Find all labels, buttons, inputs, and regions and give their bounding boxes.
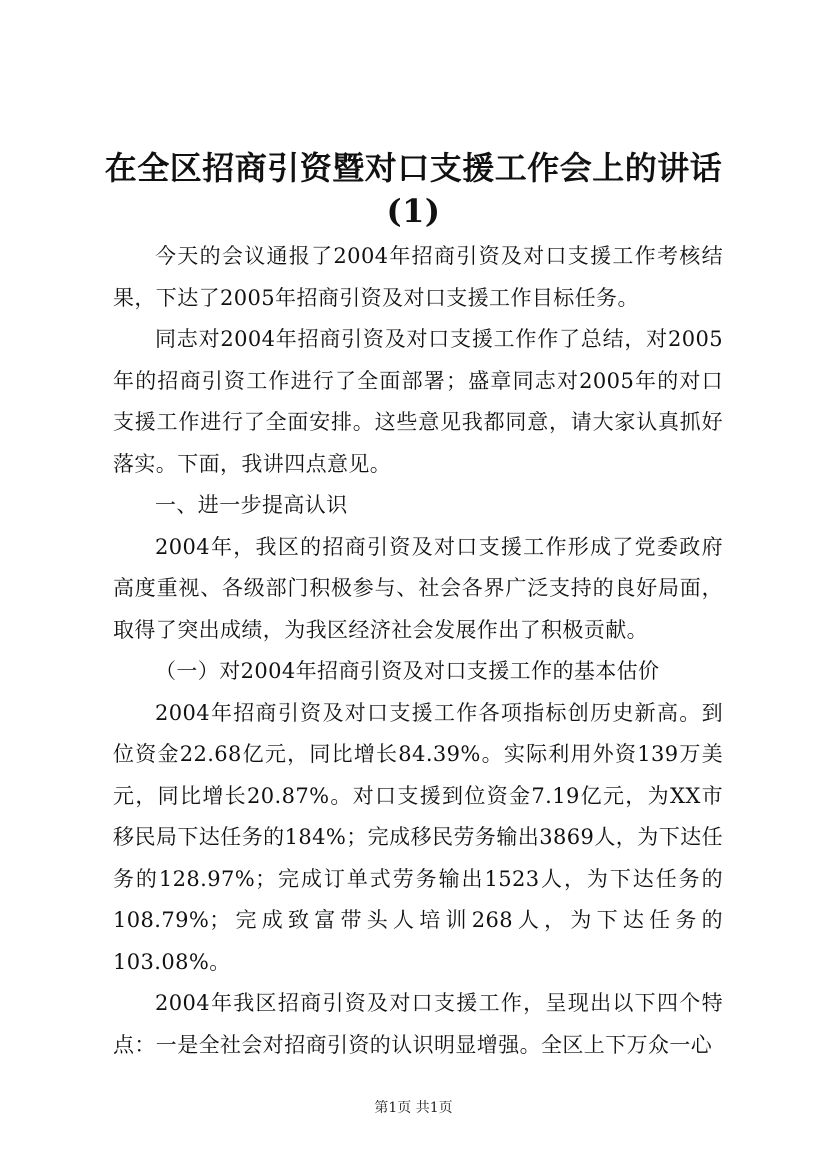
document-body <box>113 236 723 1066</box>
subsection-heading-one: （一）对2004年招商引资及对口支援工作的基本估价 <box>155 659 660 683</box>
paragraph-features: 2004年我区招商引资及对口支援工作，呈现出以下四个特点：一是全社会对招商引资的认识明显增强。全区上下万众一心 <box>113 991 723 1057</box>
document-title: 在全区招商引资暨对口支援工作会上的讲话 <box>104 149 723 187</box>
page-footer: 第1页 共1页 <box>374 1100 453 1116</box>
paragraph-meeting-summary: 今天的会议通报了2004年招商引资及对口支援工作考核结果，下达了2005年招商引资及对口支援工作目标任务。 <box>113 244 723 310</box>
paragraph-2004-overview: 2004年，我区的招商引资及对口支援工作形成了党委政府高度重视、各级部门积极参与、社会各界广泛支持的良好局面，取得了突出成绩，为我区经济社会发展作出了积极贡献。 <box>113 534 723 642</box>
section-heading-one: 一、进一步提高认识 <box>155 493 348 517</box>
paragraph-work-review: 同志对2004年招商引资及对口支援工作作了总结，对2005年的招商引资工作进行了全面部署；盛章同志对2005年的对口支援工作进行了全面安排。这些意见我都同意，请大家认真抓好落实。下面，我讲四点意见。 <box>113 327 723 476</box>
paragraph-indicators: 2004年招商引资及对口支援工作各项指标创历史新高。到位资金22.68亿元，同比增长84.39%。实际利用外资139万美元，同比增长20.87%。对口支援到位资金7.19亿元，为XX市移民局下达任务的184%；完成移民劳务输出3869人，为下达任务的128.97%；完成订单式劳务输出1523人，为下达任务的108.79%；完成致富带头人培训268人，为下达任务的103.08%。 <box>113 700 723 974</box>
document-title-suffix: (1) <box>386 192 441 230</box>
